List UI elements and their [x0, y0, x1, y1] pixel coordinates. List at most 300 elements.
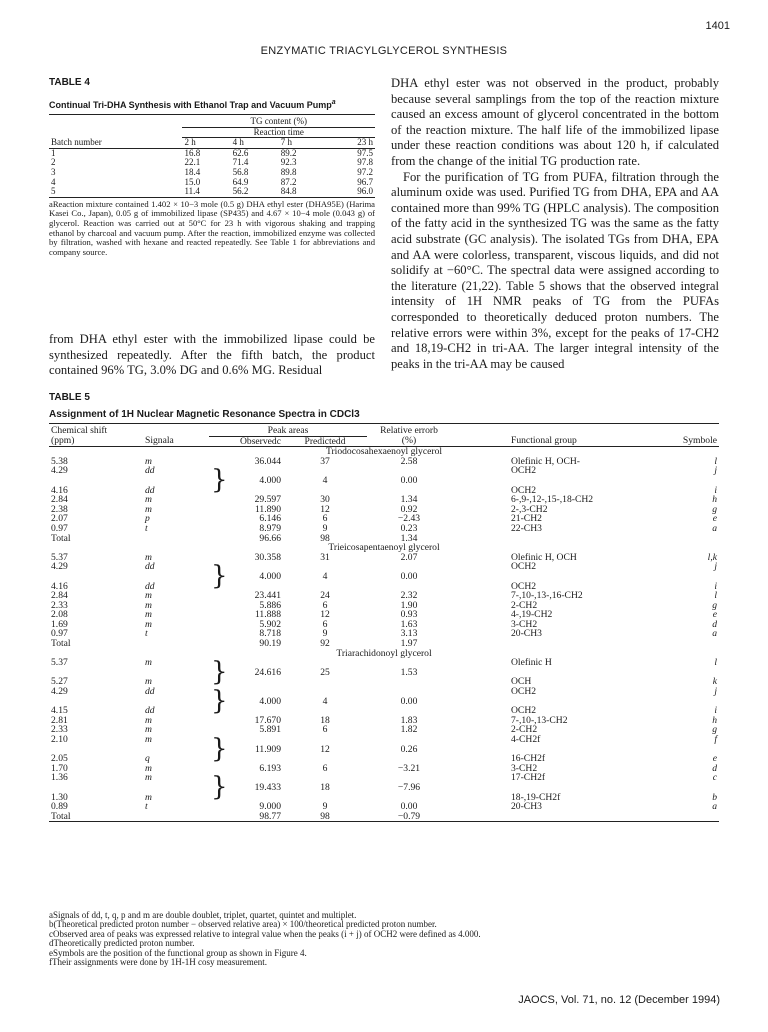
h-predicted: Predictedd [283, 436, 367, 447]
table-row [49, 466, 719, 476]
signal-cell [143, 812, 209, 822]
note-c: cObserved area of peaks was expressed relative to integral value when the peaks (i + j) of OCH2 were defined as 4.000. [49, 928, 481, 939]
observed-cell [209, 656, 283, 687]
batch-number-header: Batch number [49, 138, 182, 149]
predicted-cell: 92 [320, 638, 330, 650]
signal-cell: t [145, 801, 148, 813]
h-rel-error: Relative errorb [380, 425, 438, 436]
time-23h: 23 h [327, 138, 375, 149]
symbol-cell: h [712, 494, 717, 506]
signal-cell [143, 668, 209, 678]
error-cell: 1.83 [400, 714, 418, 726]
group-cell: OCH2 [511, 686, 537, 698]
error-cell [367, 677, 451, 687]
predicted-cell: 9 [322, 801, 328, 813]
shift-cell: 2.84 [51, 590, 68, 602]
observed-cell: 90.19 [259, 638, 281, 650]
table-row [49, 793, 719, 803]
symbol-cell: f [714, 734, 717, 745]
table-row [49, 168, 375, 178]
h-ppm: (ppm) [49, 436, 143, 447]
observed-cell: 17.670 [254, 714, 281, 726]
note-f: fTheir assignments were done by 1H-1H cosy measurement. [49, 957, 267, 968]
observed-cell: 5.891 [259, 724, 281, 736]
signal-cell: m [145, 618, 152, 630]
signal-cell: m [145, 714, 152, 726]
shift-cell: 4.15 [51, 705, 68, 717]
signal-cell: m [145, 762, 152, 774]
h-shift: Chemical shift [51, 425, 108, 436]
shift-cell: 1.70 [51, 762, 68, 774]
symbol-cell: a [712, 522, 717, 534]
symbol-cell: c [712, 772, 717, 784]
shift-cell: 4.16 [51, 484, 68, 496]
tg-cell: 15.0 [184, 176, 201, 187]
group-cell: 4-,19-CH2 [511, 609, 553, 621]
symbol-cell: l,k [707, 551, 717, 563]
predicted-cell: 6 [322, 618, 328, 630]
symbol-cell: i [714, 705, 717, 717]
group-cell [451, 476, 653, 486]
error-cell: 0.00 [400, 695, 418, 707]
group-cell: 3-CH2 [511, 762, 538, 774]
tg-content-header: TG content (%) [182, 117, 375, 127]
group-cell: OCH2 [511, 465, 537, 477]
table-row [49, 658, 719, 668]
shift-cell: 5.37 [51, 551, 68, 563]
predicted-cell: 37 [320, 455, 330, 467]
shift-cell: Total [49, 812, 143, 822]
error-cell: 1.97 [400, 638, 418, 650]
left-column-text: from DHA ethyl ester with the immobilized lipase could be synthesized repeatedly. After the fifth batch, the product contained 96% TG, 3.0% DG and 0.6% MG. Residual [49, 332, 375, 378]
predicted-cell: 9 [322, 628, 328, 640]
group-cell: 2-CH2 [511, 724, 538, 736]
group-cell: 7-,10-,13-CH2 [511, 714, 568, 726]
table-4-caption-text: Continual Tri-DHA Synthesis with Ethanol Trap and Vacuum Pump [49, 100, 332, 110]
note-d: dTheoretically predicted proton number. [49, 938, 195, 949]
predicted-cell: 4 [322, 570, 328, 582]
predicted-cell [283, 677, 367, 687]
signal-cell: m [145, 724, 152, 736]
tg-cell: 56.8 [232, 166, 249, 177]
error-cell: 2.07 [400, 551, 418, 563]
signal-cell: dd [145, 465, 155, 477]
symbol-cell [653, 639, 719, 649]
symbol-cell [653, 783, 719, 793]
predicted-cell: 12 [320, 609, 330, 621]
tg-cell: 97.2 [357, 166, 373, 177]
observed-cell: 8.979 [259, 522, 281, 534]
group-cell: OCH2 [511, 561, 537, 573]
observed-cell: 96.66 [259, 532, 281, 544]
signal-cell [143, 745, 209, 755]
error-cell: −0.79 [367, 812, 451, 822]
table-row [49, 158, 375, 168]
batch-cell: 2 [51, 157, 56, 168]
group-cell: 17-CH2f [511, 772, 546, 784]
observed-cell: 9.000 [259, 801, 281, 813]
symbol-cell: j [714, 465, 717, 477]
running-head: ENZYMATIC TRIACYLGLYCEROL SYNTHESIS [260, 45, 508, 57]
predicted-cell: 30 [320, 494, 330, 506]
observed-cell: 8.718 [259, 628, 281, 640]
symbol-cell: j [714, 686, 717, 698]
signal-cell: m [145, 599, 152, 611]
symbol-cell: e [712, 513, 717, 525]
observed-cell: 5.886 [259, 599, 281, 611]
observed-cell: 30.358 [254, 551, 281, 563]
note-a: aSignals of dd, t, q, p and m are double doublet, triplet, quartet, quintet and multiplet. [49, 910, 357, 920]
group-cell: 6-,9-,12-,15-,18-CH2 [511, 494, 594, 506]
symbol-cell: i [714, 484, 717, 496]
table-4 [49, 78, 375, 257]
predicted-cell: 12 [320, 743, 330, 755]
predicted-cell: 24 [320, 590, 330, 602]
group-cell: 3-CH2 [511, 618, 538, 630]
error-cell: 1.90 [400, 599, 418, 611]
right-paragraph-1: DHA ethyl ester was not observed in the product, probably because several samplings from the top of the reaction mixture caused an excess amount of glycerol concentrated in the bottom of the reaction mixture. The half life of the immobilized lipase under these reaction conditions was about 120 h, if calculated from the change of the initial TG production rate. [391, 76, 719, 168]
shift-cell: 2.84 [51, 494, 68, 506]
observed-cell: 23.441 [254, 590, 281, 602]
error-cell: 0.92 [400, 503, 418, 515]
batch-cell: 4 [51, 176, 56, 187]
shift-cell: 2.33 [51, 724, 68, 736]
table-4-label: TABLE 4 [49, 77, 90, 88]
batch-cell: 1 [51, 147, 56, 158]
observed-value: 4.000 [259, 570, 281, 582]
tg-cell: 18.4 [184, 166, 201, 177]
right-column-text [391, 76, 719, 372]
symbol-cell: l [714, 657, 717, 669]
brace-mark: } [211, 560, 228, 591]
observed-cell: 29.597 [254, 494, 281, 506]
reaction-time-header: Reaction time [182, 127, 375, 138]
table-row [49, 629, 719, 639]
signal-cell: m [145, 551, 152, 563]
error-cell: 3.13 [400, 628, 418, 640]
shift-cell: 4.29 [51, 465, 68, 477]
shift-cell: 2.05 [51, 753, 68, 765]
tg-cell: 22.1 [184, 157, 201, 168]
group-cell: 18-,19-CH2f [511, 791, 561, 803]
shift-cell: 4.29 [51, 686, 68, 698]
signal-cell: m [145, 503, 152, 515]
symbol-cell: l [714, 590, 717, 602]
symbol-cell [653, 697, 719, 707]
observed-cell [209, 771, 283, 802]
symbol-cell: j [714, 561, 717, 573]
observed-cell: 5.902 [259, 618, 281, 630]
signal-cell [143, 534, 209, 544]
signal-cell: t [145, 522, 148, 534]
tg-cell: 87.2 [280, 176, 297, 187]
group-cell: 21-CH2 [511, 513, 542, 525]
group-cell: Olefinic H, OCH- [511, 455, 581, 467]
brace-mark: } [211, 464, 228, 495]
table-row [49, 148, 375, 158]
observed-cell [209, 733, 283, 764]
group-cell: OCH2 [511, 705, 537, 717]
predicted-cell: 6 [322, 599, 328, 611]
table-row [49, 735, 719, 745]
right-paragraph-2: For the purification of TG from PUFA, filtration through the aluminum oxide was used. Purified TG from DHA, EPA and AA contained more than 99% TG (HPLC analysis). The composition of the fatty acid in the synthesized TG was the same as the fatty acid substrate (GC analysis). The isolated TGs from DHA, EPA and AA were colorless, transparent, viscous liquids, and did not solidify at −60°C. The spectral data were assigned according to the literature (21,22). Table 5 shows that the observed integral intensity of 1H NMR peaks of TG from the PUFAs corresponded to theoretically deduced proton numbers. The relative errors were within 3%, except for the peaks of 17-CH2 and 18,19-CH2 in tri-AA. The larger integral intensity of the peaks in the tri-AA may be caused [391, 169, 719, 371]
shift-cell: 5.38 [51, 455, 68, 467]
error-cell: 0.93 [400, 609, 418, 621]
error-cell: 0.26 [400, 743, 418, 755]
signal-cell: dd [145, 705, 155, 717]
tg-cell: 92.3 [280, 157, 297, 168]
signal-cell: m [145, 772, 152, 784]
symbol-cell: h [712, 714, 717, 726]
group-cell: 20-CH3 [511, 628, 542, 640]
group-cell [451, 697, 653, 707]
h-percent: (%) [367, 436, 451, 447]
shift-cell: 2.81 [51, 714, 68, 726]
h-symbol: Symbole [653, 436, 719, 447]
signal-cell: m [145, 676, 152, 688]
group-cell: Olefinic H, OCH [511, 551, 577, 563]
note-b: b(Theoretical predicted proton number − observed relative area) × 100/theoretical predicted proton number. [49, 919, 437, 930]
error-cell: 2.32 [400, 590, 418, 602]
predicted-cell: 98 [283, 812, 367, 822]
predicted-cell: 6 [322, 513, 328, 525]
symbol-cell [653, 476, 719, 486]
predicted-cell: 31 [320, 551, 330, 563]
table-4-caption [49, 98, 375, 110]
observed-cell: 6.146 [259, 513, 281, 525]
table-5-label: TABLE 5 [49, 392, 90, 403]
error-cell: 1.34 [400, 532, 418, 544]
batch-cell: 3 [51, 166, 56, 177]
observed-cell [209, 685, 283, 716]
shift-cell: 2.10 [51, 734, 68, 745]
error-cell: 0.00 [400, 801, 418, 813]
predicted-cell: 25 [320, 666, 330, 678]
shift-cell: 0.89 [51, 801, 68, 813]
error-cell: 0.00 [400, 570, 418, 582]
table-4-caption-mark: a [331, 99, 336, 106]
signal-cell: m [145, 590, 152, 602]
shift-cell: 0.97 [51, 522, 68, 534]
journal-footer: JAOCS, Vol. 71, no. 12 (December 1994) [518, 994, 720, 1006]
symbol-cell: i [714, 580, 717, 592]
signal-cell: p [145, 513, 150, 525]
symbol-cell: g [712, 599, 717, 611]
predicted-cell: 6 [322, 762, 328, 774]
signal-cell [143, 639, 209, 649]
signal-cell: m [145, 657, 152, 669]
group-cell: 20-CH3 [511, 801, 542, 813]
table-row [49, 687, 719, 697]
table-5-caption: Assignment of 1H Nuclear Magnetic Resonance Spectra in CDCl3 [49, 409, 360, 420]
group-cell: OCH [511, 676, 532, 688]
predicted-cell: 9 [322, 522, 328, 534]
symbol-cell: e [712, 609, 717, 621]
brace-mark: } [211, 733, 228, 764]
time-7h: 7 h [279, 138, 327, 149]
batch-cell: 5 [49, 187, 182, 197]
group-cell: 2-CH2 [511, 599, 538, 611]
h-observed: Observedc [209, 436, 283, 447]
signal-cell: dd [145, 580, 155, 592]
symbol-cell: a [712, 801, 717, 813]
group-cell [451, 572, 653, 582]
symbol-cell: a [712, 628, 717, 640]
table-row [49, 562, 719, 572]
tg-cell: 64.9 [232, 176, 249, 187]
signal-cell: dd [145, 484, 155, 496]
observed-value: 4.000 [259, 695, 281, 707]
table-4-grid [49, 114, 375, 198]
table-row [49, 178, 375, 188]
shift-cell: 1.36 [51, 772, 68, 784]
table-5-grid [49, 423, 719, 822]
symbol-cell: g [712, 503, 717, 515]
table-row [49, 812, 719, 822]
group-cell: 16-CH2f [511, 753, 546, 765]
group-cell: 22-CH3 [511, 522, 542, 534]
observed-value: 24.616 [254, 666, 281, 678]
tg-cell: 16.8 [184, 147, 201, 158]
shift-cell: 1.69 [51, 618, 68, 630]
group-cell: OCH2 [511, 484, 537, 496]
signal-cell: m [145, 494, 152, 506]
group-cell: 7-,10-,13-,16-CH2 [511, 590, 583, 602]
error-cell: 2.58 [400, 455, 418, 467]
signal-cell [143, 783, 209, 793]
error-cell: 1.82 [400, 724, 418, 736]
shift-cell: 2.07 [51, 513, 68, 525]
tg-cell: 89.2 [280, 147, 297, 158]
group-cell: Olefinic H [511, 657, 552, 669]
shift-cell: 1.30 [51, 791, 68, 803]
symbol-cell: l [714, 455, 717, 467]
predicted-cell: 12 [320, 503, 330, 515]
signal-cell: m [145, 455, 152, 467]
error-cell: 0.00 [400, 474, 418, 486]
brace-mark: } [211, 771, 228, 802]
predicted-cell: 98 [320, 532, 330, 544]
page-number: 1401 [705, 20, 730, 32]
table-row [49, 524, 719, 534]
observed-value: 4.000 [259, 474, 281, 486]
section-title: Triarachidonoyl glycerol [336, 647, 432, 659]
time-2h: 2 h [182, 138, 230, 149]
tg-cell: 97.5 [357, 147, 373, 158]
table-row [49, 802, 719, 812]
observed-cell: 6.193 [259, 762, 281, 774]
table-row [49, 514, 719, 524]
error-cell: 1.53 [400, 666, 418, 678]
shift-cell: Total [51, 532, 71, 544]
section-title: Triodocosahexaenoyl glycerol [325, 446, 443, 458]
brace-mark: } [211, 656, 228, 687]
time-4h: 4 h [231, 138, 279, 149]
shift-cell: 4.29 [51, 561, 68, 573]
predicted-cell: 6 [322, 724, 328, 736]
table-row [49, 187, 375, 197]
observed-cell: 36.044 [254, 455, 281, 467]
tg-cell: 96.0 [327, 187, 375, 197]
group-cell [451, 639, 653, 649]
shift-cell: 5.27 [51, 676, 68, 688]
table-row [49, 620, 719, 630]
error-cell: −7.96 [397, 781, 421, 793]
observed-cell [209, 560, 283, 591]
group-cell: OCH2 [511, 580, 537, 592]
h-peak-areas: Peak areas [209, 426, 367, 436]
group-cell [451, 668, 653, 678]
section-title: Trieicosapentaenoyl glycerol [328, 542, 440, 554]
brace-mark: } [211, 685, 228, 716]
error-cell: 1.34 [400, 494, 418, 506]
shift-cell: Total [51, 638, 71, 650]
signal-cell: m [145, 609, 152, 621]
predicted-cell: 4 [322, 695, 328, 707]
error-cell: −3.21 [397, 762, 421, 774]
table-5-notes [49, 911, 719, 967]
group-cell: 2-,3-CH2 [511, 503, 548, 515]
shift-cell: 2.08 [51, 609, 68, 621]
observed-value: 19.433 [254, 781, 281, 793]
predicted-cell: 4 [322, 474, 328, 486]
group-cell [451, 534, 653, 544]
observed-cell: 98.77 [209, 812, 283, 822]
symbol-cell [653, 668, 719, 678]
symbol-cell: g [712, 724, 717, 736]
tg-cell: 84.8 [279, 187, 327, 197]
symbol-cell [653, 812, 719, 822]
table-4-footnote: aReaction mixture contained 1.402 × 10−3 mole (0.5 g) DHA ethyl ester (DHA95E) (Harima Kasei Co., Japan), 0.05 g of immobilized lipase (SP435) and 4.67 × 10−4 mole (0.043 g) of glycerol. Reaction was carried out at 50°C for 23 h with vigorous shaking and trapping ethanol by charcoal and vacuum pump. After the reaction, immobilized enzyme was collected by filtration, washed with hexane and reacted repeatedly. See Table 1 for abbreviations and company source. [49, 198, 375, 257]
group-cell [451, 812, 653, 822]
tg-cell: 96.7 [357, 176, 373, 187]
observed-value: 11.909 [254, 743, 281, 755]
shift-cell: 4.16 [51, 580, 68, 592]
observed-cell: 11.888 [254, 609, 281, 621]
tg-cell: 97.8 [357, 157, 373, 168]
error-cell: 1.63 [400, 618, 418, 630]
tg-cell: 11.4 [182, 187, 230, 197]
symbol-cell: b [712, 791, 717, 803]
tg-cell: 89.8 [280, 166, 297, 177]
shift-cell: 0.97 [51, 628, 68, 640]
signal-cell: t [145, 628, 148, 640]
signal-cell: m [145, 734, 152, 745]
symbol-cell: e [712, 753, 717, 765]
symbol-cell [653, 572, 719, 582]
table-row [49, 773, 719, 783]
error-cell: 0.23 [400, 522, 418, 534]
predicted-cell: 18 [320, 714, 330, 726]
tg-cell: 71.4 [232, 157, 249, 168]
shift-cell: 5.37 [51, 657, 68, 669]
observed-cell: 11.890 [254, 503, 281, 515]
note-e: eSymbols are the position of the functional group as shown in Figure 4. [49, 947, 307, 958]
h-signal: Signala [143, 436, 209, 447]
shift-cell: 2.38 [51, 503, 68, 515]
signal-cell: dd [145, 686, 155, 698]
predicted-cell: 18 [320, 781, 330, 793]
h-functional-group: Functional group [451, 436, 653, 447]
symbol-cell: k [712, 676, 717, 688]
group-cell: 4-CH2f [511, 734, 541, 745]
signal-cell: q [145, 753, 150, 765]
tg-cell: 56.2 [231, 187, 279, 197]
signal-cell: m [145, 791, 152, 803]
signal-cell: dd [145, 561, 155, 573]
tg-cell: 62.6 [232, 147, 249, 158]
symbol-cell [653, 745, 719, 755]
